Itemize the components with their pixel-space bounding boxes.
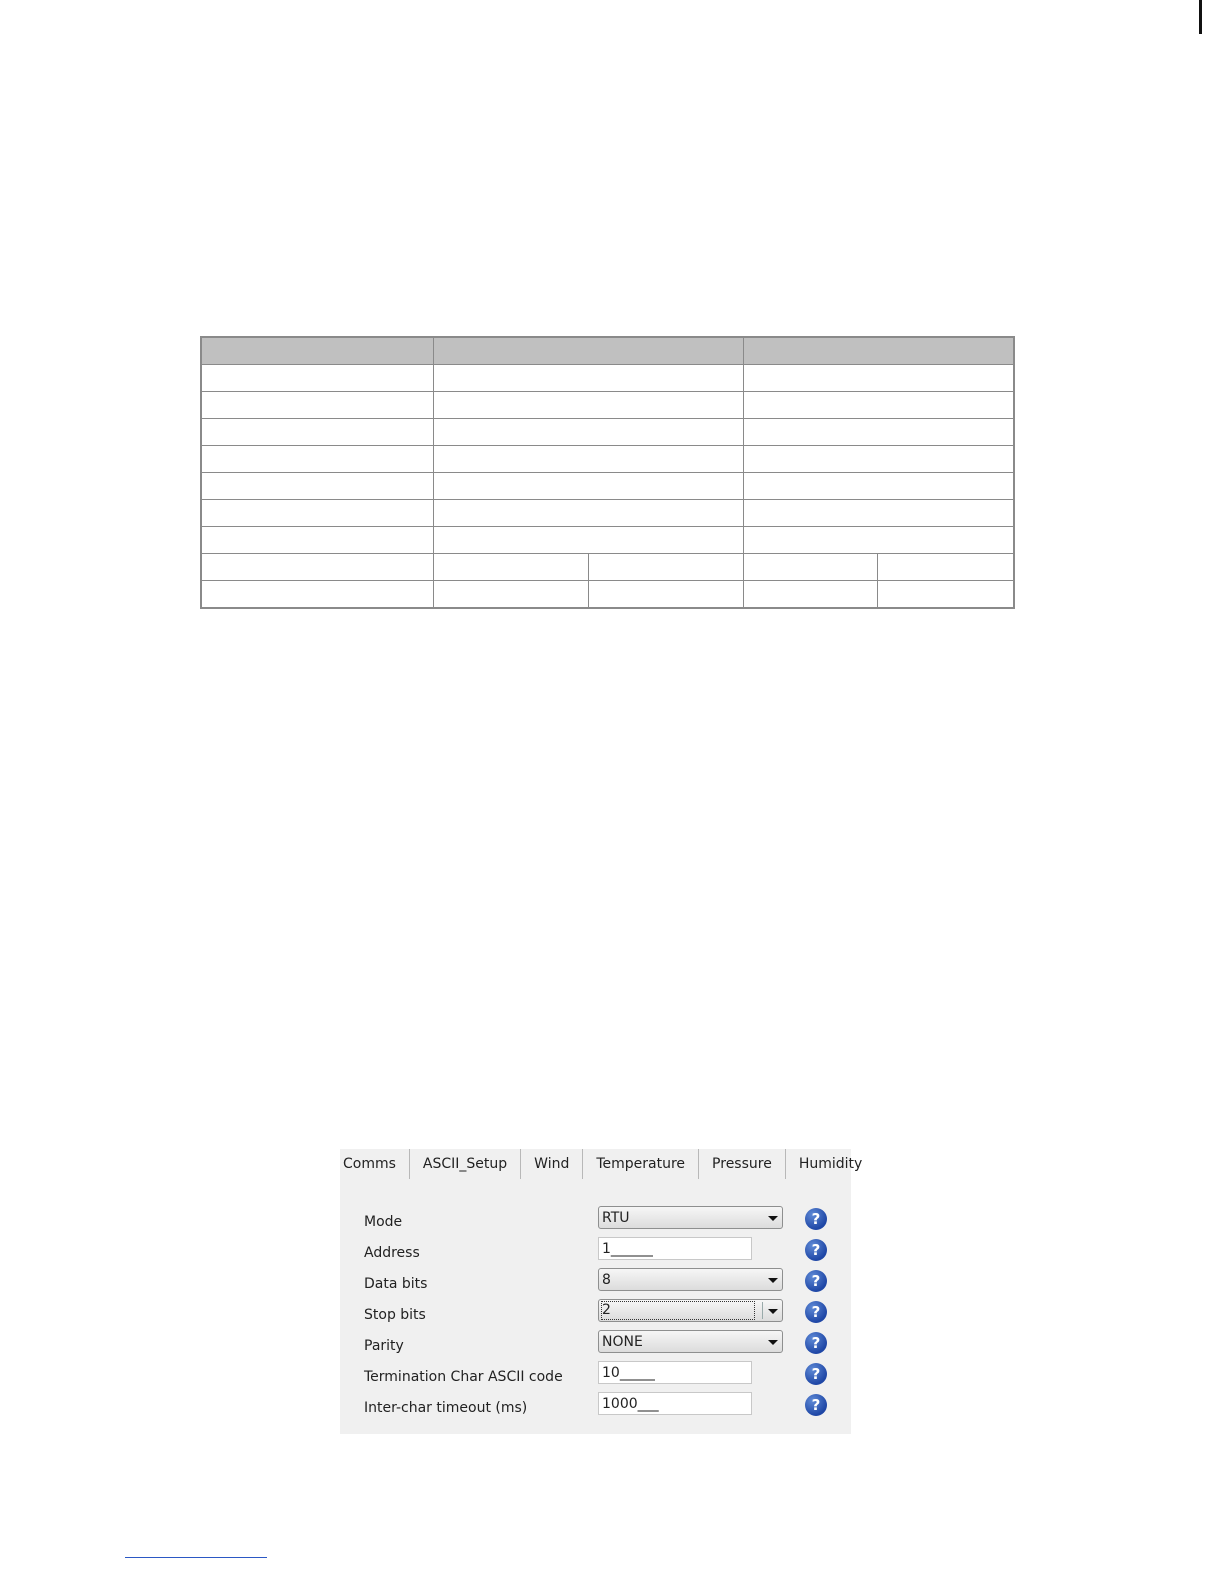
parity-label: Parity	[364, 1338, 404, 1354]
table-cell	[433, 473, 743, 500]
parity-row	[340, 1334, 851, 1369]
settings-panel	[340, 1149, 863, 1434]
address-input[interactable]	[598, 1237, 752, 1260]
mode-select-value: RTU	[602, 1210, 630, 1226]
table-cell	[201, 446, 433, 473]
table-header-cell	[433, 337, 743, 365]
footnote-separator	[125, 1557, 267, 1558]
inter-char-timeout-input[interactable]	[598, 1392, 752, 1415]
table-cell	[201, 419, 433, 446]
data-bits-label: Data bits	[364, 1276, 428, 1292]
tab-comms[interactable]: Comms	[340, 1149, 410, 1179]
table-cell	[201, 473, 433, 500]
table-row	[201, 419, 1014, 446]
table-cell	[877, 554, 1014, 581]
mode-row	[340, 1210, 851, 1245]
table-row	[201, 554, 1014, 581]
table-row	[201, 500, 1014, 527]
table-cell	[588, 581, 743, 609]
tab-humidity[interactable]: Humidity	[798, 1156, 863, 1172]
chevron-down-icon[interactable]	[767, 1304, 779, 1318]
inter-char-timeout-label: Inter-char timeout (ms)	[364, 1400, 528, 1416]
table-cell	[433, 365, 743, 392]
parity-select-value: NONE	[602, 1334, 643, 1350]
chevron-down-icon[interactable]	[767, 1211, 779, 1225]
termination-char-input-value: 10_____	[602, 1365, 655, 1381]
table-cell	[743, 419, 1014, 446]
tab-pressure[interactable]: Pressure	[699, 1149, 786, 1179]
chevron-down-icon[interactable]	[767, 1273, 779, 1287]
data-table	[200, 336, 1015, 609]
stop-bits-select[interactable]	[598, 1299, 783, 1322]
address-input-value: 1______	[602, 1241, 653, 1257]
table-cell	[743, 473, 1014, 500]
help-icon[interactable]: ?	[805, 1332, 827, 1354]
table-header-row	[201, 337, 1014, 365]
table-cell	[743, 365, 1014, 392]
data-bits-select[interactable]	[598, 1268, 783, 1291]
table-cell	[201, 581, 433, 609]
table-cell	[201, 554, 433, 581]
help-icon[interactable]: ?	[805, 1239, 827, 1261]
table-cell	[433, 554, 588, 581]
table-cell	[743, 527, 1014, 554]
parity-select[interactable]	[598, 1330, 783, 1353]
table-cell	[433, 500, 743, 527]
tab-temperature[interactable]: Temperature	[583, 1149, 699, 1179]
data-bits-select-value: 8	[602, 1272, 611, 1288]
termination-char-row	[340, 1365, 851, 1400]
table-cell	[433, 581, 588, 609]
table-cell	[743, 392, 1014, 419]
table-cell	[201, 527, 433, 554]
table-row	[201, 446, 1014, 473]
table-row	[201, 527, 1014, 554]
help-icon[interactable]: ?	[805, 1363, 827, 1385]
table-cell	[201, 500, 433, 527]
inter-char-timeout-input-value: 1000___	[602, 1396, 659, 1412]
address-label: Address	[364, 1245, 420, 1261]
table-cell	[433, 392, 743, 419]
termination-char-input[interactable]	[598, 1361, 752, 1384]
stop-bits-label: Stop bits	[364, 1307, 426, 1323]
table-header-cell	[743, 337, 1014, 365]
table-cell	[877, 581, 1014, 609]
termination-char-label: Termination Char ASCII code	[364, 1369, 563, 1385]
table-cell	[743, 500, 1014, 527]
table-cell	[433, 419, 743, 446]
mode-label: Mode	[364, 1214, 403, 1230]
page-edge-mark	[1199, 0, 1202, 34]
table-row	[201, 473, 1014, 500]
table-cell	[588, 554, 743, 581]
tab-bar	[340, 1149, 875, 1179]
help-icon[interactable]: ?	[805, 1270, 827, 1292]
mode-select[interactable]	[598, 1206, 783, 1229]
table-row	[201, 392, 1014, 419]
tab-wind[interactable]: Wind	[521, 1149, 583, 1179]
inter-char-timeout-row	[340, 1396, 851, 1431]
table-cell	[433, 446, 743, 473]
tab-ascii-setup[interactable]: ASCII_Setup	[410, 1149, 521, 1179]
help-icon[interactable]: ?	[805, 1301, 827, 1323]
stop-bits-select-value: 2	[602, 1302, 754, 1319]
table-cell	[743, 446, 1014, 473]
help-icon[interactable]: ?	[805, 1394, 827, 1416]
chevron-down-icon[interactable]	[767, 1335, 779, 1349]
table-row	[201, 581, 1014, 609]
table-cell	[743, 554, 877, 581]
table-cell	[201, 365, 433, 392]
table-row	[201, 365, 1014, 392]
table-header-cell	[201, 337, 433, 365]
table-cell	[201, 392, 433, 419]
help-icon[interactable]: ?	[805, 1208, 827, 1230]
table-cell	[433, 527, 743, 554]
table-cell	[743, 581, 877, 609]
select-divider	[762, 1302, 763, 1319]
